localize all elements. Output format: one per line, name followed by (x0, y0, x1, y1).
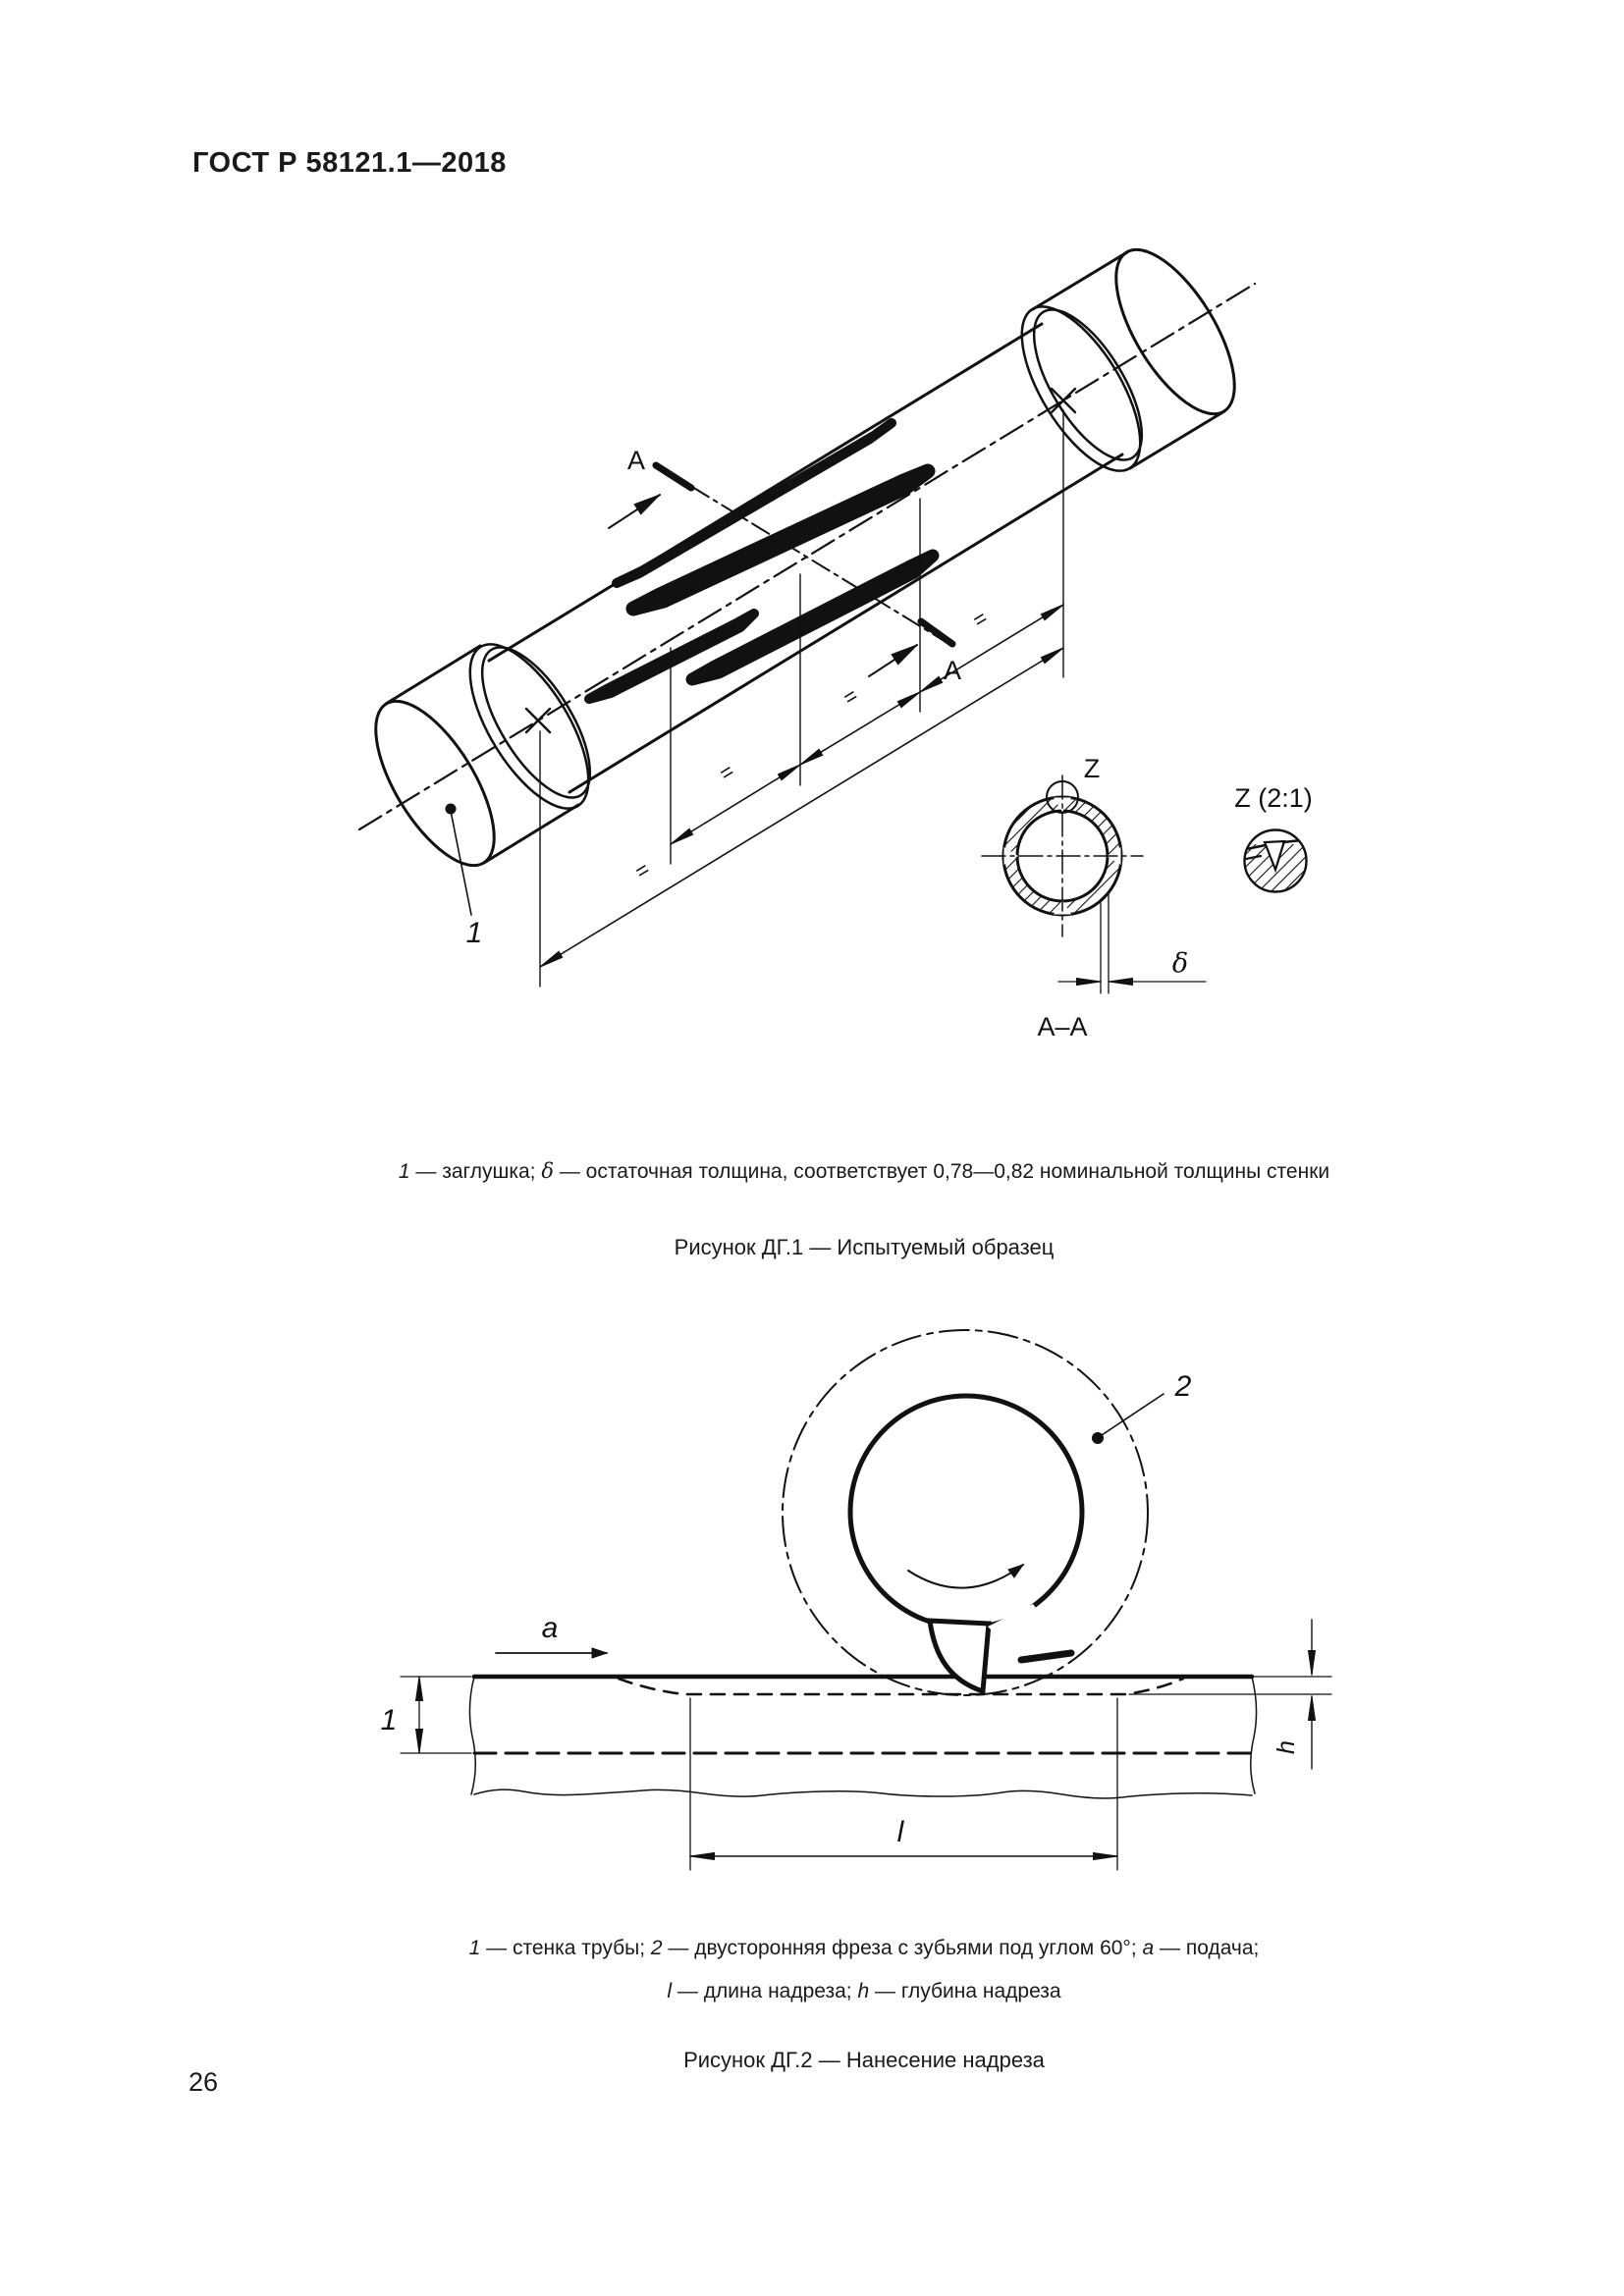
caption-text: — глубина надреза (869, 1980, 1061, 2002)
leader-dot (446, 804, 456, 814)
detail-z-title: Z (2:1) (1234, 783, 1313, 813)
plug-number-label: 1 (465, 917, 483, 949)
extension-lines (540, 410, 1063, 987)
caption-ref-a: а (1142, 1937, 1155, 1959)
notch-bottom-dashed (619, 1679, 1183, 1694)
wall-thickness-dimension (381, 1677, 471, 1753)
caption-ref-l: l (667, 1980, 673, 2002)
feed-direction (496, 1612, 607, 1653)
figure2-milling-drawing (381, 1330, 1331, 1870)
figure2-title: Рисунок ДГ.2 — Нанесение надреза (683, 2048, 1045, 2072)
figure1-specimen-drawing (352, 232, 1313, 1041)
wall-number-label: 1 (380, 1704, 398, 1736)
caption-ref-1: 1 (398, 1160, 410, 1183)
detail-z-view (1234, 783, 1313, 895)
cutter-number-label: 2 (1174, 1370, 1192, 1403)
caption-ref-h: h (857, 1980, 870, 2002)
figure1-caption (137, 1158, 1591, 1185)
caption-ref-1: 1 (468, 1937, 481, 1959)
detail-z-letter: Z (1083, 754, 1101, 783)
equal-label: = (630, 856, 655, 884)
break-edge-left (469, 1677, 475, 1794)
depth-label: h (1272, 1740, 1300, 1754)
caption-text: — стенка трубы; (480, 1937, 651, 1959)
section-letter-bottom: A (943, 656, 962, 685)
dimension-lines (540, 605, 1063, 967)
plug-leader (446, 804, 482, 949)
equal-label: = (715, 758, 739, 786)
cutter-tooth-left (930, 1621, 989, 1691)
pipe-wall-section (469, 1677, 1331, 1798)
page-header: ГОСТ Р 58121.1—2018 (192, 147, 507, 179)
feed-label: a (541, 1612, 559, 1644)
section-view-ring (982, 754, 1206, 1041)
section-letter-top: A (626, 446, 646, 475)
caption-text: — двусторонняя фреза с зубьями под углом 60°; (662, 1937, 1143, 1959)
length-label: l (896, 1816, 904, 1848)
caption-text: — остаточная толщина, соответствует 0,78—0,82 номинальной толщины стенки (554, 1160, 1330, 1183)
cutter-body (850, 1396, 1082, 1628)
break-line-bottom (474, 1789, 1252, 1798)
caption-text: — подача; (1154, 1937, 1260, 1959)
caption-text: — заглушка; (409, 1160, 542, 1183)
figure1-title: Рисунок ДГ.1 — Испытуемый образец (674, 1235, 1055, 1259)
caption-ref-delta: δ (541, 1159, 554, 1183)
page-number: 26 (189, 2067, 219, 2097)
caption-ref-2: 2 (650, 1937, 663, 1959)
cutter (783, 1330, 1192, 1695)
equal-label: = (839, 682, 863, 711)
section-view-title: А–А (1037, 1012, 1088, 1041)
caption-text: — длина надреза; (672, 1980, 858, 2002)
figure2-caption-line2 (137, 1979, 1591, 2004)
figure2-caption-line1 (137, 1936, 1591, 1961)
notch-length-dimension (690, 1698, 1117, 1870)
delta-label: δ (1171, 948, 1189, 979)
equal-label: = (968, 605, 993, 633)
leader-dot (1093, 1433, 1104, 1444)
